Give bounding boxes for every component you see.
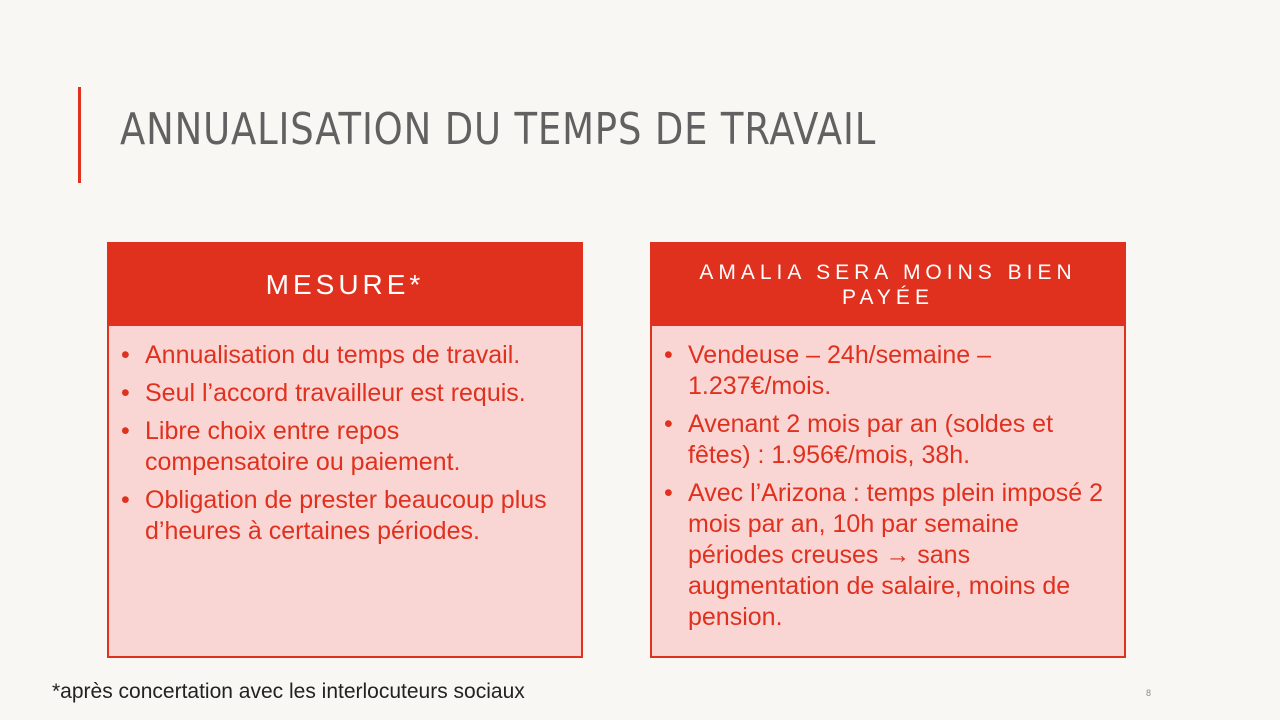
card-mesure <box>107 242 583 658</box>
list-item: • Annualisation du temps de travail. <box>145 340 561 371</box>
list-item: • Libre choix entre repos compensatoire ou paiement. <box>145 416 561 478</box>
list-item: • Avec l’Arizona : temps plein imposé 2 mois par an, 10h par semaine périodes creuses → sans augmentation de salaire, moins de pension. <box>688 478 1104 633</box>
list-item: • Avenant 2 mois par an (soldes et fêtes) : 1.956€/mois, 38h. <box>688 409 1104 471</box>
slide-title: ANNUALISATION DU TEMPS DE TRAVAIL <box>120 104 877 155</box>
title-accent-bar <box>78 87 81 183</box>
card-amalia <box>650 242 1126 658</box>
list-item: • Vendeuse – 24h/semaine – 1.237€/mois. <box>688 340 1104 402</box>
card-header-label: AMALIA SERA MOINS BIEN PAYÉE <box>699 260 1077 309</box>
list-item: • Obligation de prester beaucoup plus d’heures à certaines périodes. <box>145 485 561 547</box>
page-number: 8 <box>1146 688 1152 698</box>
list-item: • Seul l’accord travailleur est requis. <box>145 378 561 409</box>
card-header-mesure <box>109 244 581 326</box>
bullet-list-mesure <box>109 326 581 547</box>
card-header-amalia <box>652 244 1124 326</box>
card-header-label: MESURE* <box>265 269 425 301</box>
bullet-list-amalia <box>652 326 1124 633</box>
footnote: *après concertation avec les interlocuteurs sociaux <box>52 680 525 703</box>
